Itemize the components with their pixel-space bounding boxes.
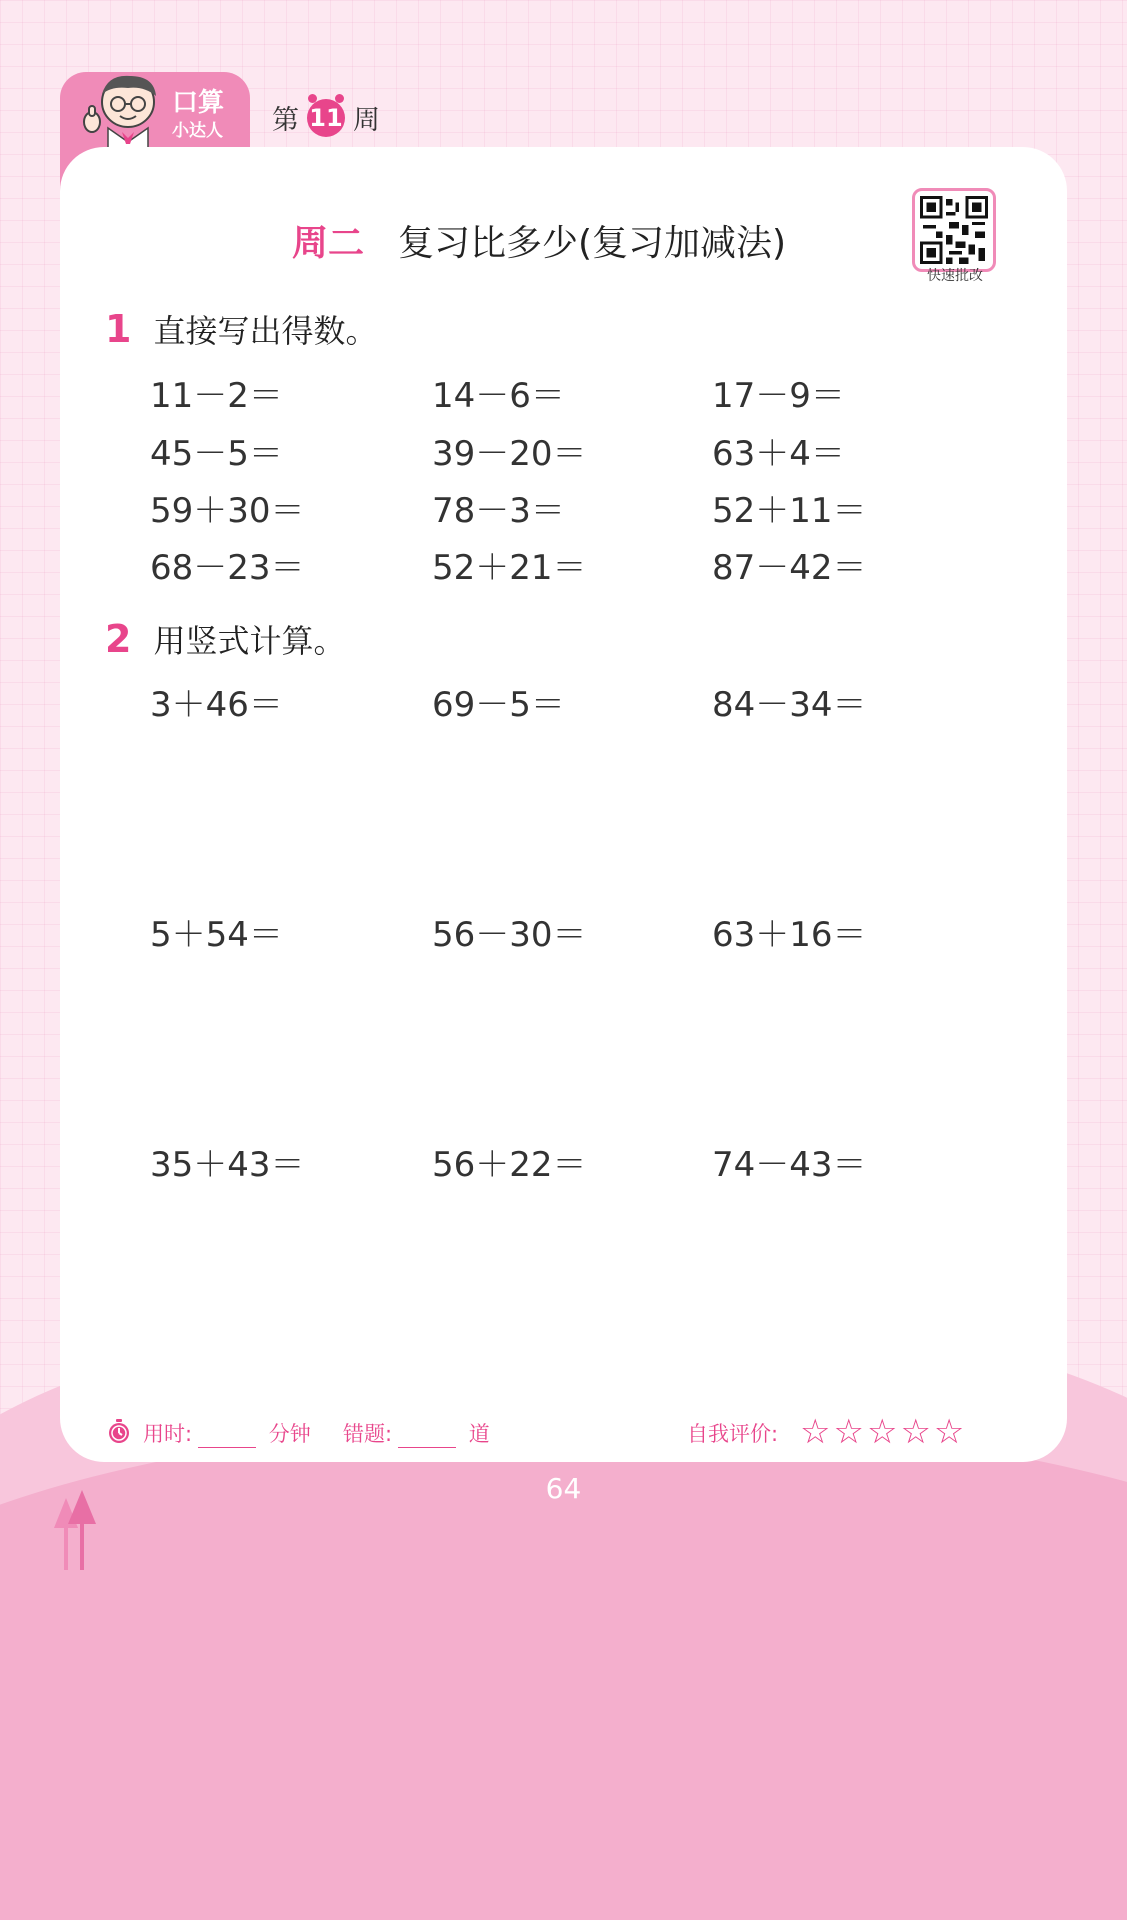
problem: 69－5＝ <box>432 685 565 725</box>
problem: 87－42＝ <box>712 548 867 588</box>
problem: 11－2＝ <box>150 376 283 416</box>
section-1-number: 1 <box>105 307 132 351</box>
arrow-decoration-icon <box>52 1490 102 1570</box>
stopwatch-icon <box>106 1418 132 1444</box>
problem: 35＋43＝ <box>150 1145 305 1185</box>
problem: 52＋11＝ <box>712 491 867 531</box>
qr-code-label: 快速批改 <box>927 268 983 284</box>
qr-code-icon <box>920 196 988 264</box>
problem: 74－43＝ <box>712 1145 867 1185</box>
time-label: 用时: <box>143 1422 193 1446</box>
error-count <box>343 1418 490 1448</box>
section-2-instruction: 用竖式计算。 <box>153 622 346 660</box>
week-number-badge: 11 <box>307 99 345 137</box>
page-title <box>292 215 786 266</box>
problem: 56－30＝ <box>432 915 587 955</box>
week-indicator <box>272 98 380 137</box>
mascot-illustration <box>78 72 168 148</box>
errors-blank[interactable] <box>398 1427 456 1448</box>
time-spent <box>143 1418 311 1448</box>
brand-subtitle: 小达人 <box>172 121 223 141</box>
title-topic: 复习比多少(复习加减法) <box>398 223 787 264</box>
week-suffix: 周 <box>353 105 380 136</box>
week-prefix: 第 <box>272 105 299 136</box>
time-blank[interactable] <box>198 1427 256 1448</box>
section-2-heading <box>105 616 345 662</box>
problem: 59＋30＝ <box>150 491 305 531</box>
errors-unit: 道 <box>468 1422 490 1446</box>
problem: 17－9＝ <box>712 376 845 416</box>
qr-code[interactable] <box>912 188 996 272</box>
problem: 39－20＝ <box>432 434 587 474</box>
problem: 63＋4＝ <box>712 434 845 474</box>
problem: 56＋22＝ <box>432 1145 587 1185</box>
self-rating-label: 自我评价: <box>687 1422 779 1446</box>
problem: 45－5＝ <box>150 434 283 474</box>
problem: 63＋16＝ <box>712 915 867 955</box>
section-1-heading <box>105 306 377 352</box>
rating-stars[interactable]: ☆☆☆☆☆ <box>800 1412 968 1452</box>
problem: 5＋54＝ <box>150 915 283 955</box>
section-2-number: 2 <box>105 617 132 661</box>
section-1-instruction: 直接写出得数。 <box>153 312 378 350</box>
time-unit: 分钟 <box>268 1422 311 1446</box>
title-day: 周二 <box>292 223 365 264</box>
problem: 78－3＝ <box>432 491 565 531</box>
problem: 3＋46＝ <box>150 685 283 725</box>
problem: 68－23＝ <box>150 548 305 588</box>
problem: 52＋21＝ <box>432 548 587 588</box>
errors-label: 错题: <box>343 1422 393 1446</box>
problem: 14－6＝ <box>432 376 565 416</box>
page-number: 64 <box>545 1472 582 1505</box>
brand-title: 口算 <box>172 88 225 118</box>
problem: 84－34＝ <box>712 685 867 725</box>
